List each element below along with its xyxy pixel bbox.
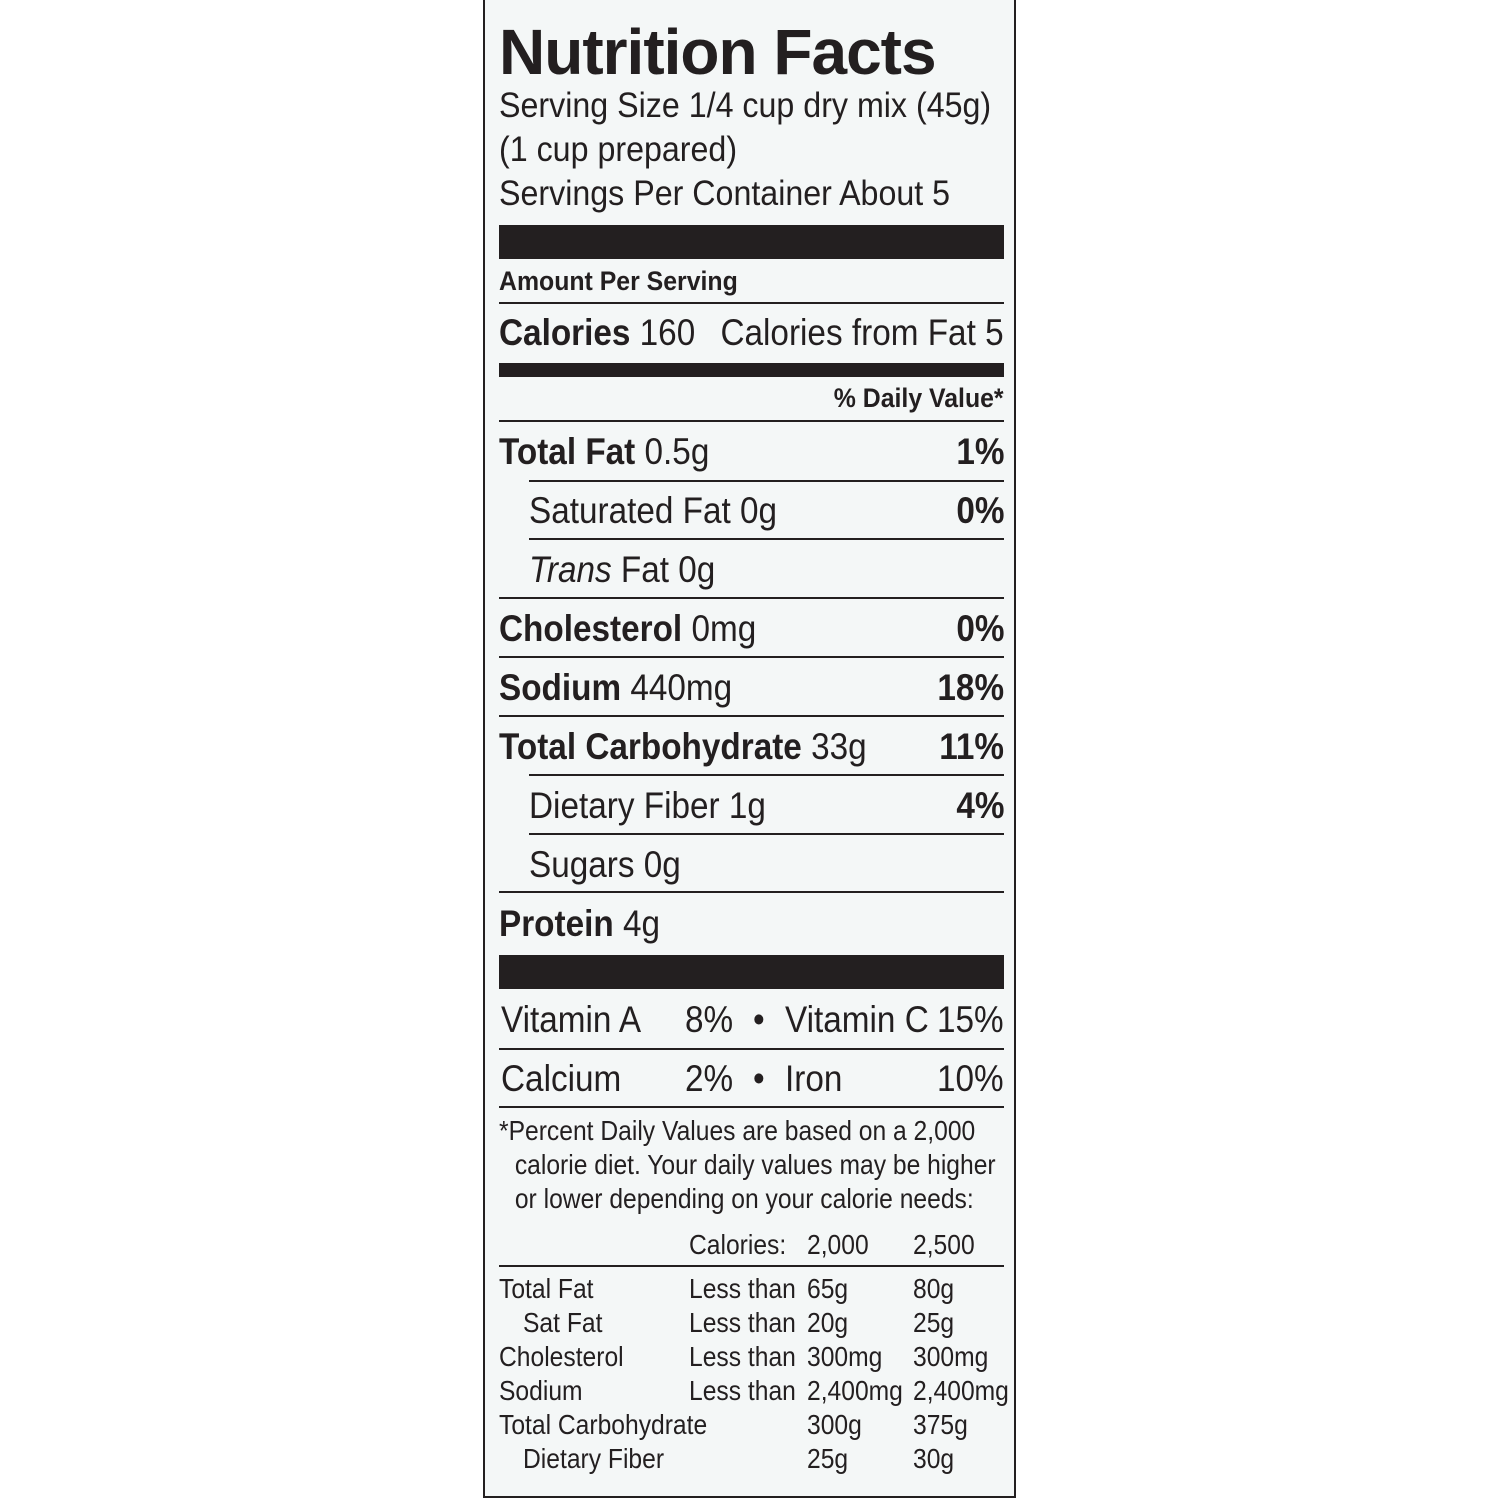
serving-prepared: (1 cup prepared) <box>499 130 738 169</box>
dv-row-col1: 65g <box>807 1273 849 1304</box>
nutrient-amount: 0.5g <box>644 431 710 472</box>
divider <box>529 833 1004 835</box>
nutrient-name: Total Carbohydrate <box>499 726 802 767</box>
dv-row-qual: Less than <box>689 1273 796 1304</box>
bullet-icon: • <box>753 999 765 1040</box>
nutrient-amount: Fat 0g <box>620 549 716 590</box>
dv-header-col2: 2,500 <box>913 1229 975 1260</box>
nutrient-amount: 0mg <box>691 608 757 649</box>
nutrient-dv: 0% <box>955 608 1004 649</box>
nutrient-name: Total Fat <box>499 431 636 472</box>
vitamin-name: Calcium <box>501 1058 622 1099</box>
dv-row-col2: 25g <box>913 1307 955 1338</box>
divider <box>499 1265 1004 1267</box>
thick-divider <box>499 955 1004 989</box>
vitamin-name: Vitamin C <box>785 999 929 1040</box>
daily-value-header: % Daily Value* <box>834 383 1004 413</box>
nutrient-name: Saturated Fat <box>529 490 731 531</box>
divider <box>529 538 1004 540</box>
nutrient-dv: 11% <box>939 726 1004 767</box>
dv-row-col2: 30g <box>913 1443 955 1474</box>
amount-per-serving-row <box>499 262 1004 300</box>
divider <box>499 715 1004 717</box>
divider <box>499 656 1004 658</box>
divider <box>529 774 1004 776</box>
nutrient-row-sugars <box>529 837 1004 893</box>
daily-value-header-row <box>499 379 1004 417</box>
dv-row-qual: Less than <box>689 1307 796 1338</box>
calories-label: Calories <box>499 312 631 353</box>
vitamin-row <box>499 992 1004 1048</box>
dv-row-col2: 300mg <box>913 1341 989 1372</box>
calories-value: 160 <box>639 312 696 353</box>
nutrient-row-trans-fat <box>529 542 1004 598</box>
dv-header-col1: 2,000 <box>807 1229 869 1260</box>
nutrient-amount: 0g <box>740 490 778 531</box>
footnote-line: *Percent Daily Values are based on a 2,000 <box>499 1115 976 1146</box>
dv-row-name: Total Fat <box>499 1273 594 1304</box>
nutrient-name: Sugars <box>529 844 635 885</box>
divider <box>499 1106 1004 1108</box>
nutrient-name: Protein <box>499 903 614 944</box>
vitamin-value: 8% <box>685 999 734 1040</box>
dv-row-qual: Less than <box>689 1341 796 1372</box>
dv-table-row <box>499 1442 1019 1476</box>
dv-row-name: Total Carbohydrate <box>499 1409 708 1440</box>
dv-table-row <box>499 1374 1019 1408</box>
dv-row-qual: Less than <box>689 1375 796 1406</box>
nutrient-amount: 33g <box>811 726 867 767</box>
dv-row-col2: 80g <box>913 1273 955 1304</box>
serving-size: Serving Size 1/4 cup dry mix (45g) <box>499 86 992 125</box>
vitamin-value: 15% <box>937 999 1004 1040</box>
footnote-line: or lower depending on your calorie needs: <box>514 1183 974 1214</box>
nutrition-label <box>483 0 1016 1498</box>
dv-row-col1: 25g <box>807 1443 849 1474</box>
divider <box>499 420 1004 422</box>
divider <box>529 480 1004 482</box>
calories-row <box>499 305 1004 361</box>
footnote-line: calorie diet. Your daily values may be higher <box>514 1149 996 1180</box>
nutrient-row-dietary-fiber <box>529 778 1004 834</box>
nutrient-row-saturated-fat <box>529 483 1004 539</box>
nutrient-name: Sodium <box>499 667 622 708</box>
bullet-icon: • <box>753 1058 765 1099</box>
nutrient-dv: 4% <box>955 785 1004 826</box>
nutrient-row-sodium <box>499 660 1004 716</box>
dv-row-name: Cholesterol <box>499 1341 624 1372</box>
vitamin-row <box>499 1051 1004 1107</box>
nutrient-name: Dietary Fiber <box>529 785 720 826</box>
nutrient-row-cholesterol <box>499 601 1004 657</box>
dv-row-col1: 2,400mg <box>807 1375 903 1406</box>
dv-row-col1: 20g <box>807 1307 849 1338</box>
dv-row-col1: 300g <box>807 1409 862 1440</box>
divider <box>499 891 1004 893</box>
label-title: Nutrition Facts <box>499 16 936 88</box>
dv-row-col2: 2,400mg <box>913 1375 1009 1406</box>
amount-per-serving: Amount Per Serving <box>499 266 738 296</box>
vitamin-name: Iron <box>785 1058 843 1099</box>
thick-divider <box>499 225 1004 259</box>
dv-table-row <box>499 1408 1019 1442</box>
nutrient-row-total-fat <box>499 424 1004 480</box>
dv-header-label: Calories: <box>689 1229 787 1260</box>
dv-table-row <box>499 1340 1019 1374</box>
dv-row-name: Dietary Fiber <box>523 1443 665 1474</box>
nutrient-dv: 0% <box>955 490 1004 531</box>
dv-table-header <box>499 1228 1019 1262</box>
nutrient-amount: 440mg <box>630 667 733 708</box>
nutrient-dv: 18% <box>937 667 1004 708</box>
dv-row-name: Sodium <box>499 1375 583 1406</box>
dv-table-row <box>499 1306 1019 1340</box>
nutrient-amount: 4g <box>622 903 661 944</box>
nutrient-row-protein <box>499 896 1004 952</box>
vitamin-value: 10% <box>937 1058 1004 1099</box>
dv-row-name: Sat Fat <box>523 1307 603 1338</box>
nutrient-amount: 1g <box>728 785 766 826</box>
calories-from-fat: Calories from Fat 5 <box>720 312 1004 353</box>
divider <box>499 597 1004 599</box>
divider <box>499 1048 1004 1050</box>
vitamin-value: 2% <box>685 1058 734 1099</box>
nutrient-amount: 0g <box>643 844 681 885</box>
medium-divider <box>499 363 1004 377</box>
nutrient-name: Cholesterol <box>499 608 683 649</box>
footnote <box>499 1114 1004 1216</box>
vitamin-name: Vitamin A <box>501 999 642 1040</box>
nutrient-row-total-carbohydrate <box>499 719 1004 775</box>
dv-row-col2: 375g <box>913 1409 968 1440</box>
servings-per-container: Servings Per Container About 5 <box>499 174 951 213</box>
dv-table-row <box>499 1272 1019 1306</box>
nutrient-dv: 1% <box>955 431 1004 472</box>
nutrient-name: Trans <box>529 549 612 590</box>
divider <box>499 302 1004 304</box>
dv-row-col1: 300mg <box>807 1341 883 1372</box>
